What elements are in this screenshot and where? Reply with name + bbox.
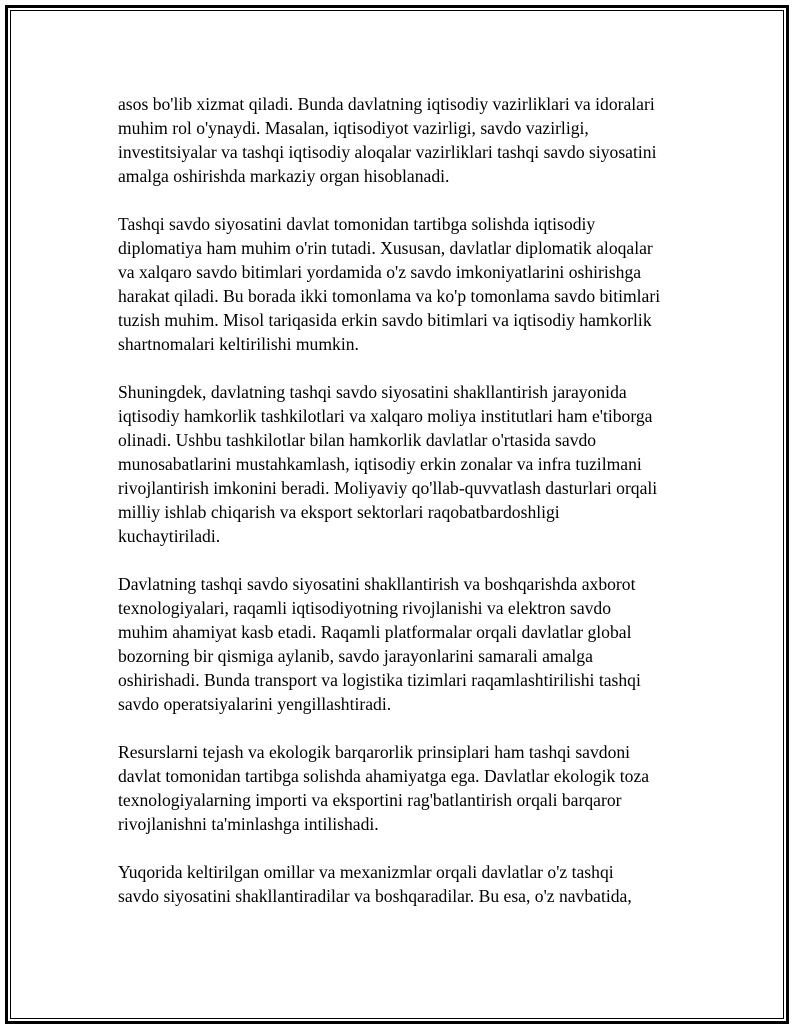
text-line: asos bo'lib xizmat qiladi. Bunda davlatning iqtisodiy vazirliklari va idoralari: [118, 94, 655, 114]
text-line: Resurslarni tejash va ekologik barqarorlik prinsiplari ham tashqi savdoni: [118, 742, 631, 762]
text-line: rivojlanishni ta'minlashga intilishadi.: [118, 814, 379, 834]
text-line: diplomatiya ham muhim o'rin tutadi. Xususan, davlatlar diplomatik aloqalar: [118, 238, 653, 258]
text-line: munosabatlarini mustahkamlash, iqtisodiy erkin zonalar va infra tuzilmani: [118, 454, 642, 474]
text-line: muhim ahamiyat kasb etadi. Raqamli platformalar orqali davlatlar global: [118, 622, 632, 642]
text-line: milliy ishlab chiqarish va eksport sektorlari raqobatbardoshligi: [118, 502, 560, 522]
text-line: savdo siyosatini shakllantiradilar va boshqaradilar. Bu esa, o'z navbatida,: [118, 886, 632, 906]
text-line: texnologiyalari, raqamli iqtisodiyotning rivojlanishi va elektron savdo: [118, 598, 612, 618]
text-line: investitsiyalar va tashqi iqtisodiy aloqalar vazirliklari tashqi savdo siyosatini: [118, 142, 657, 162]
text-line: amalga oshirishda markaziy organ hisoblanadi.: [118, 166, 450, 186]
text-line: Shuningdek, davlatning tashqi savdo siyosatini shakllantirish jarayonida: [118, 382, 627, 402]
text-line: va xalqaro savdo bitimlari yordamida o'z savdo imkoniyatlarini oshirishga: [118, 262, 642, 282]
paragraph-4: [118, 572, 698, 716]
text-line: rivojlantirish imkonini beradi. Moliyaviy qo'llab-quvvatlash dasturlari orqali: [118, 478, 658, 498]
text-line: kuchaytiriladi.: [118, 526, 221, 546]
text-line: texnologiyalarning importi va eksportini rag'batlantirish orqali barqaror: [118, 790, 622, 810]
paragraph-5: [118, 740, 698, 836]
text-line: savdo operatsiyalarini yengillashtiradi.: [118, 694, 392, 714]
text-line: oshirishadi. Bunda transport va logistika tizimlari raqamlashtirilishi tashqi: [118, 670, 641, 690]
text-line: davlat tomonidan tartibga solishda ahamiyatga ega. Davlatlar ekologik toza: [118, 766, 650, 786]
text-line: olinadi. Ushbu tashkilotlar bilan hamkorlik davlatlar o'rtasida savdo: [118, 430, 597, 450]
paragraph-3: [118, 380, 698, 548]
text-line: muhim rol o'ynaydi. Masalan, iqtisodiyot vazirligi, savdo vazirligi,: [118, 118, 589, 138]
text-line: iqtisodiy hamkorlik tashkilotlari va xalqaro moliya institutlari ham e'tiborga: [118, 406, 653, 426]
document-body: [118, 92, 698, 932]
paragraph-2: [118, 212, 698, 356]
paragraph-6: [118, 860, 698, 908]
text-line: Yuqorida keltirilgan omillar va mexanizmlar orqali davlatlar o'z tashqi: [118, 862, 614, 882]
text-line: shartnomalari keltirilishi mumkin.: [118, 334, 359, 354]
text-line: tuzish muhim. Misol tariqasida erkin savdo bitimlari va iqtisodiy hamkorlik: [118, 310, 652, 330]
text-line: harakat qiladi. Bu borada ikki tomonlama va ko'p tomonlama savdo bitimlari: [118, 286, 661, 306]
paragraph-1: [118, 92, 698, 188]
text-line: Tashqi savdo siyosatini davlat tomonidan tartibga solishda iqtisodiy: [118, 214, 596, 234]
text-line: Davlatning tashqi savdo siyosatini shakllantirish va boshqarishda axborot: [118, 574, 636, 594]
text-line: bozorning bir qismiga aylanib, savdo jarayonlarini samarali amalga: [118, 646, 593, 666]
